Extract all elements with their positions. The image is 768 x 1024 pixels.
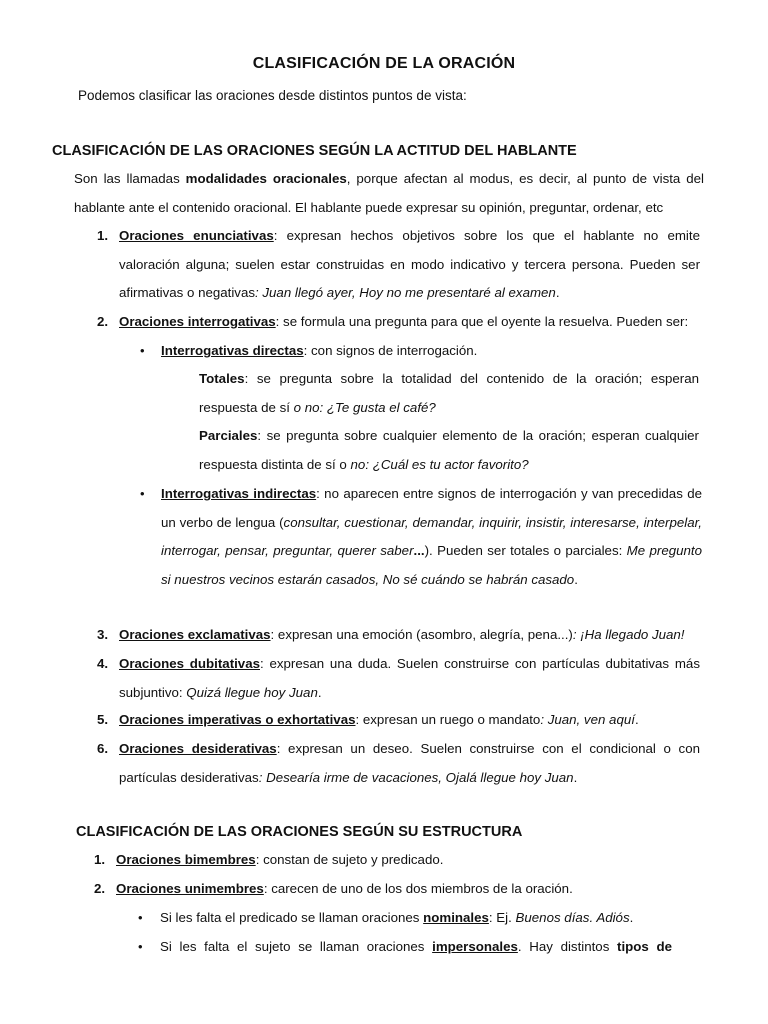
section-heading-estructura: CLASIFICACIÓN DE LAS ORACIONES SEGÚN SU ESTRUCTURA bbox=[76, 824, 523, 840]
item-term: nominales bbox=[423, 910, 489, 925]
item-example: Buenos días. Adiós bbox=[515, 910, 630, 925]
item-end: . bbox=[555, 285, 560, 300]
item-term: Oraciones interrogativas bbox=[119, 314, 276, 329]
item-text: : expresan una duda. Suelen construirse con partículas dubitativas más subjuntivo: bbox=[119, 656, 700, 700]
sub-item-example: no: ¿Cuál es tu actor favorito? bbox=[350, 456, 529, 472]
list-number: 3. bbox=[97, 627, 109, 642]
list-item-indirectas bbox=[161, 480, 702, 594]
list-number: 1. bbox=[94, 852, 106, 867]
item-term: Interrogativas directas bbox=[161, 343, 304, 358]
item-term: impersonales bbox=[432, 939, 518, 954]
item-term: Interrogativas indirectas bbox=[161, 486, 317, 501]
item-text: : Ej. bbox=[488, 910, 516, 925]
item-text: : constan de sujeto y predicado. bbox=[255, 852, 444, 867]
section1-paragraph bbox=[74, 165, 704, 222]
item-end: . bbox=[634, 712, 639, 727]
list-number: 2. bbox=[94, 881, 106, 896]
item-term: Oraciones dubitativas bbox=[119, 656, 260, 671]
item-text: : expresan hechos objetivos sobre los que el hablante no emite valoración alguna; suelen estar construidas en modo indicativo y tercera persona. Pueden ser afirmativas o negativas bbox=[119, 228, 700, 300]
item-example: : Desearía irme de vacaciones, Ojalá llegue hoy Juan bbox=[258, 769, 574, 785]
page-title: CLASIFICACIÓN DE LA ORACIÓN bbox=[252, 55, 516, 72]
bullet-icon: • bbox=[140, 343, 145, 358]
item-example: : ¡Ha llegado Juan! bbox=[572, 627, 685, 642]
list-item-dubitativas bbox=[119, 650, 700, 707]
item-text: : con signos de interrogación. bbox=[303, 343, 478, 358]
list-item-impersonales bbox=[160, 933, 672, 962]
list-item-imperativas bbox=[119, 706, 719, 735]
section-heading-actitud: CLASIFICACIÓN DE LAS ORACIONES SEGÚN LA ACTITUD DEL HABLANTE bbox=[52, 143, 577, 159]
item-text: : expresan una emoción (asombro, alegría, pena...) bbox=[270, 627, 573, 642]
item-term: Oraciones enunciativas bbox=[119, 228, 274, 243]
list-item-bimembres bbox=[116, 846, 716, 875]
bullet-icon: • bbox=[138, 910, 143, 925]
sub-item-example: o no: ¿Te gusta el café? bbox=[293, 399, 436, 415]
list-number: 4. bbox=[97, 656, 109, 671]
list-item-unimembres bbox=[116, 875, 716, 904]
list-number: 1. bbox=[97, 228, 109, 243]
sub-item-totales bbox=[199, 365, 699, 422]
list-number: 2. bbox=[97, 314, 109, 329]
item-term: Oraciones desiderativas bbox=[119, 741, 277, 756]
item-term: Oraciones bimembres bbox=[116, 852, 256, 867]
paragraph-bold-term: modalidades oracionales bbox=[185, 171, 347, 186]
item-term: Oraciones exclamativas bbox=[119, 627, 271, 642]
item-end: . bbox=[317, 684, 322, 700]
list-item-exclamativas bbox=[119, 621, 719, 650]
item-text: : expresan un ruego o mandato bbox=[355, 712, 541, 727]
sub-item-term: Parciales bbox=[199, 428, 258, 443]
list-item-enunciativas bbox=[119, 222, 700, 308]
bullet-icon: • bbox=[138, 939, 143, 954]
item-end: . bbox=[573, 769, 578, 785]
item-text: . Hay distintos bbox=[517, 939, 618, 954]
item-text: : carecen de uno de los dos miembros de la oración. bbox=[263, 881, 573, 896]
list-item-nominales bbox=[160, 904, 720, 933]
item-term: Oraciones unimembres bbox=[116, 881, 264, 896]
paragraph-text: , porque afectan al modus, es decir, al punto de vista del hablante ante el contenido oracional. El hablante puede expresar su opinión, preguntar, ordenar, etc bbox=[74, 171, 704, 215]
item-example: Me pregunto si nuestros vecinos estarán casados, No sé cuándo se habrán casado bbox=[161, 543, 702, 587]
list-item-desiderativas bbox=[119, 735, 700, 792]
list-number: 6. bbox=[97, 741, 109, 756]
sub-item-text: : se pregunta sobre la totalidad del contenido de la oración; esperan respuesta de sí bbox=[199, 371, 699, 415]
item-text: Si les falta el sujeto se llaman oraciones bbox=[160, 939, 433, 954]
list-item-interrogativas bbox=[119, 308, 704, 337]
item-text: : no aparecen entre signos de interrogación y van precedidas de un verbo de lengua ( bbox=[161, 486, 702, 530]
item-verbs: consultar, cuestionar, demandar, inquirir, insistir, interesarse, interpelar, interrogar, pensar, preguntar, querer saber bbox=[161, 514, 702, 558]
item-bold-text: tipos de bbox=[617, 939, 672, 954]
paragraph-text: Son las llamadas bbox=[74, 171, 186, 186]
item-example: Quizá llegue hoy Juan bbox=[186, 684, 318, 700]
sub-item-parciales bbox=[199, 422, 699, 479]
item-term: Oraciones imperativas o exhortativas bbox=[119, 712, 356, 727]
item-end: . bbox=[574, 571, 578, 587]
item-example: : Juan, ven aquí bbox=[540, 712, 635, 727]
bullet-icon: • bbox=[140, 486, 145, 501]
list-number: 5. bbox=[97, 712, 109, 727]
sub-item-text: : se pregunta sobre cualquier elemento de la oración; esperan cualquier respuesta distinta de sí o bbox=[199, 428, 699, 472]
item-example: : Juan llegó ayer, Hoy no me presentaré al examen bbox=[255, 285, 556, 300]
item-text: : expresan un deseo. Suelen construirse con el condicional o con partículas desiderativas bbox=[119, 741, 700, 785]
item-text: : se formula una pregunta para que el oyente la resuelva. Pueden ser: bbox=[275, 314, 689, 329]
item-text: ). Pueden ser totales o parciales: bbox=[424, 543, 627, 558]
item-end: . bbox=[629, 910, 634, 925]
sub-item-term: Totales bbox=[199, 371, 245, 386]
list-item-directas bbox=[161, 337, 701, 366]
intro-text: Podemos clasificar las oraciones desde distintos puntos de vista: bbox=[78, 88, 467, 103]
item-verbs-end: ... bbox=[413, 543, 425, 558]
item-text: Si les falta el predicado se llaman oraciones bbox=[160, 910, 424, 925]
